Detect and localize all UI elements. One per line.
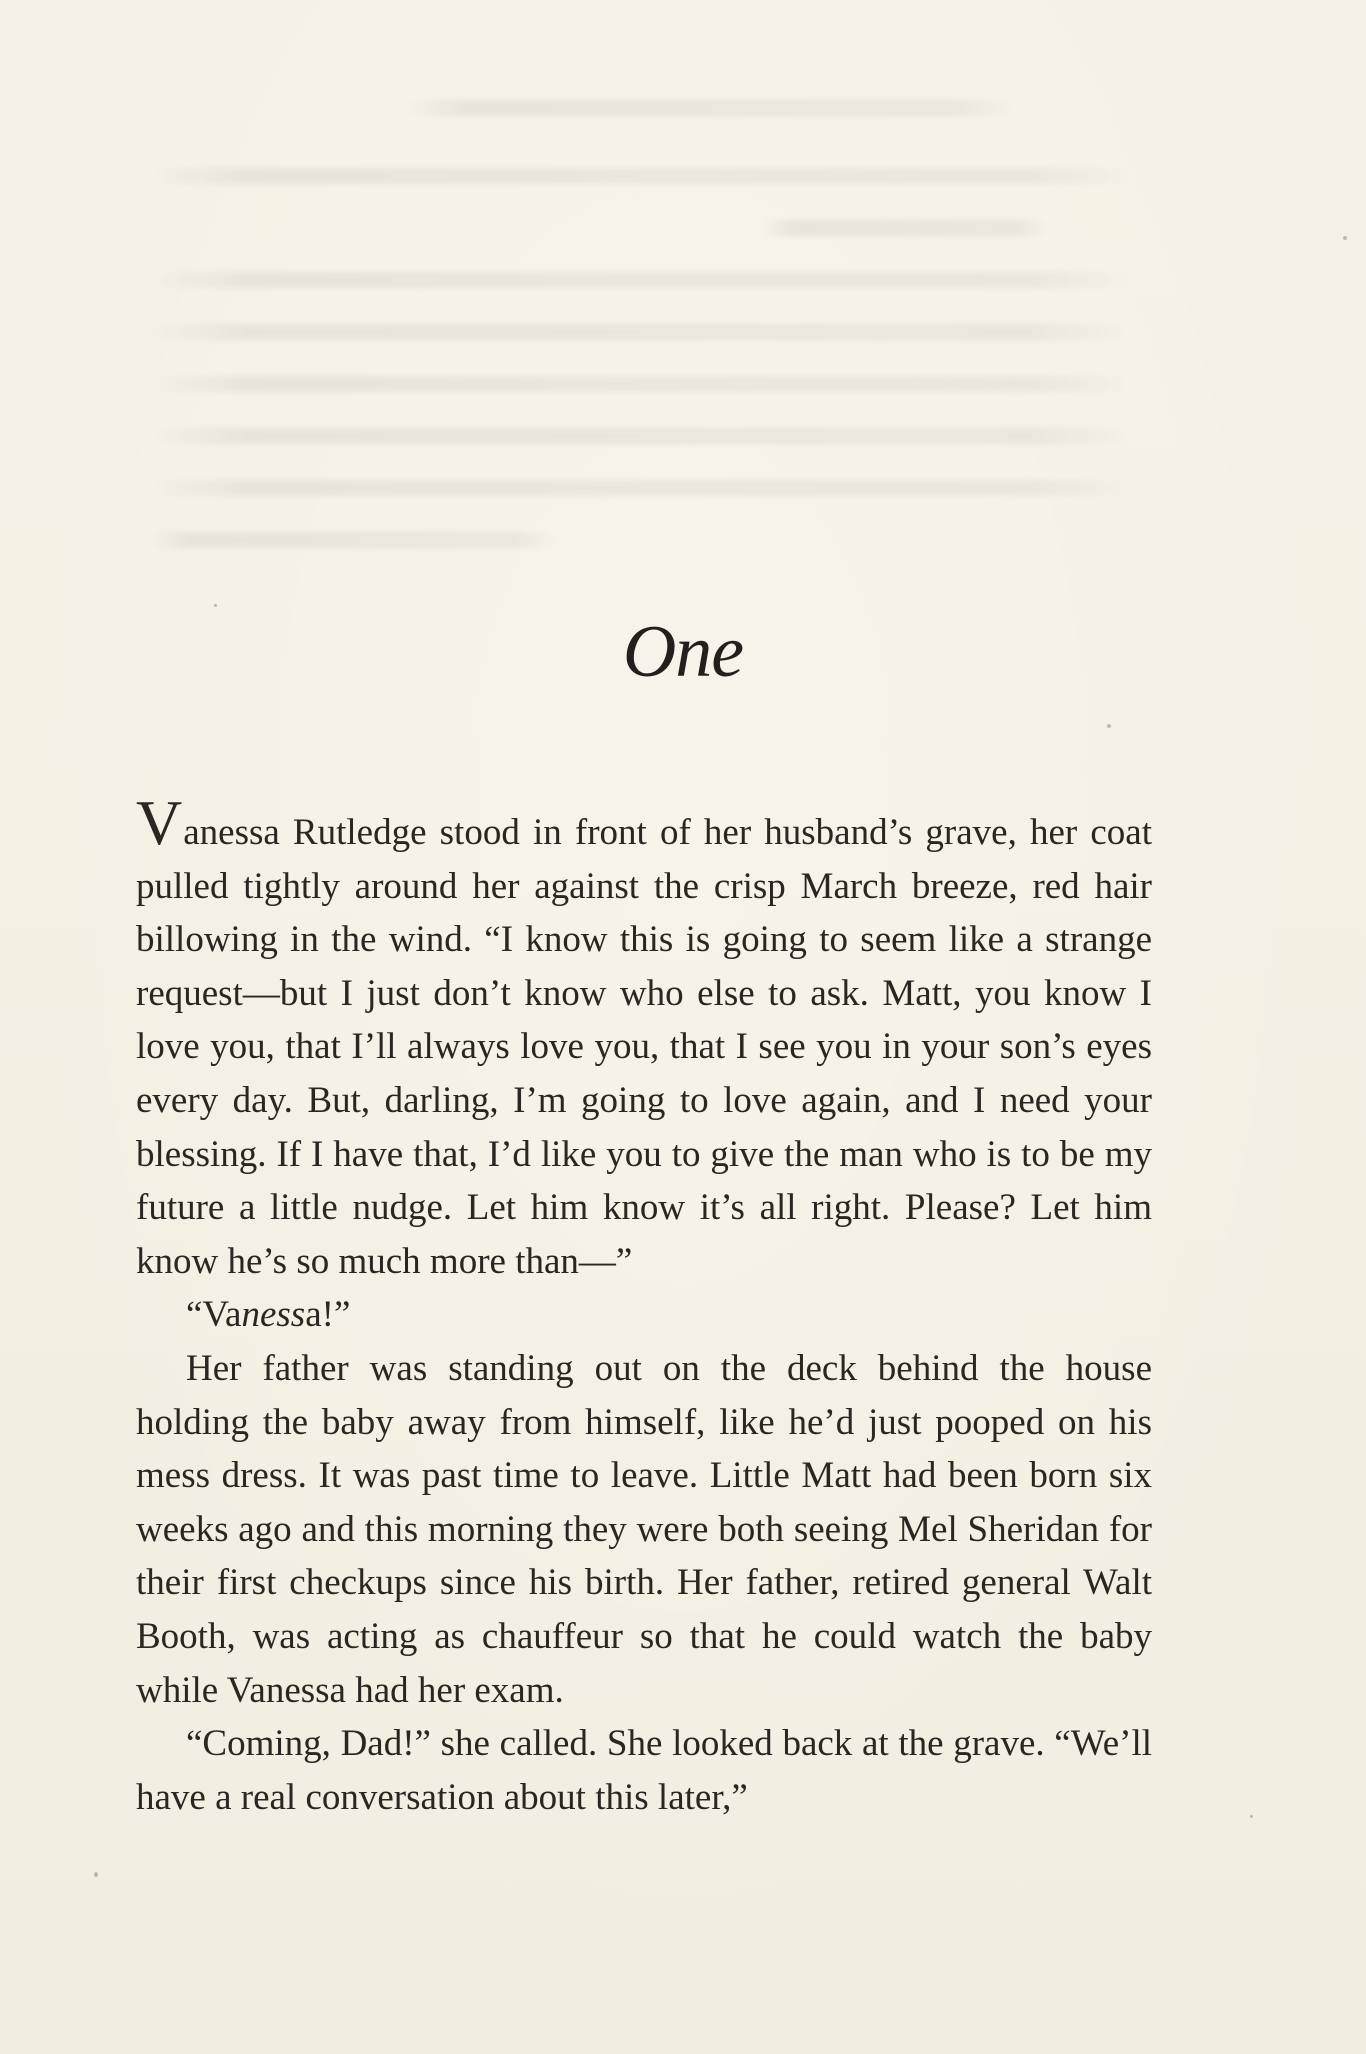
paragraph-1-text: anessa Rutledge stood in front of her husband’s grave, her coat pulled tightly around her against the crisp March breeze, red hair billowing in the wind. “I know this is going to seem like a strange request—but I just don’t know who else to ask. Matt, you know I love you, that I’ll always love you, that I see you in your son’s eyes every day. But, darling, I’m going to love again, and I need your blessing. If I have that, I’d like you to give the man who is to be my future a little nudge. Let him know it’s all right. Please? Let him know he’s so much more than—” xyxy=(136,812,1152,1282)
paragraph-2-italic: ness xyxy=(241,1294,306,1336)
paper-speck xyxy=(1250,1815,1253,1818)
paragraph-4: “Coming, Dad!” she called. She looked back at the grave. “We’ll have a real conversation about this later,” xyxy=(136,1723,1152,1818)
paragraph-2-close: a!” xyxy=(305,1294,351,1336)
paragraph-2 xyxy=(136,1288,1152,1342)
paragraph-1 xyxy=(136,787,1152,1288)
paper-speck xyxy=(1343,236,1347,240)
paragraph-2-open: “Va xyxy=(186,1294,242,1336)
paper-speck xyxy=(94,1872,98,1877)
bleed-through-shadow xyxy=(150,100,1170,660)
chapter-title: One xyxy=(622,610,744,693)
paragraph-3: Her father was standing out on the deck behind the house holding the baby away from himself, like he’d just pooped on his mess dress. It was past time to leave. Little Matt had been born six weeks ago and this morning they were both seeing Mel Sheridan for their first checkups since his birth. Her father, retired general Walt Booth, was acting as chauffeur so that he could watch the baby while Vanessa had her exam. xyxy=(136,1347,1152,1711)
drop-cap: V xyxy=(136,787,183,858)
chapter-body xyxy=(136,787,1152,1824)
paper-speck xyxy=(214,604,217,607)
paper-speck xyxy=(1107,724,1111,728)
